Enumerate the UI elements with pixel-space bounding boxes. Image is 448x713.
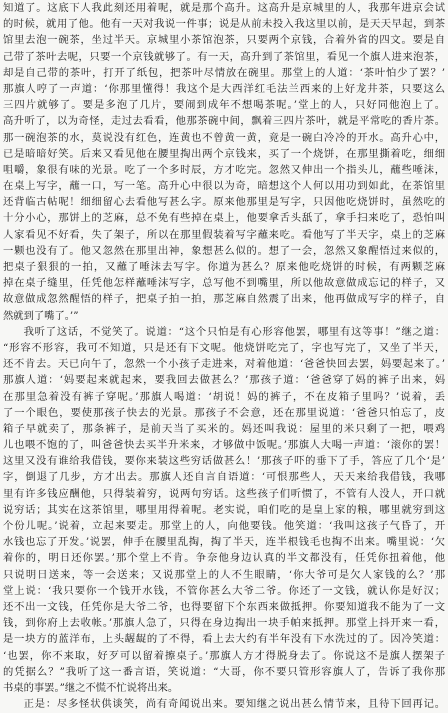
text-line: 堂上说：‘我只要你一个钱开水钱，不管你甚么大爷二爷。你还了一文钱，就认你是好汉； [3, 584, 445, 597]
text-line: 掉在桌子缝里，任凭他怎样蘸唾沫写字，总写他不到嘴里，所以他故意做成忘记的样子，又 [3, 277, 445, 290]
text-line: 十分小心，那饼上的芝麻，总不免有些掉在桌上，他要拿舌头舐了，拿手扫来吃了，恐怕叫 [3, 212, 445, 225]
text-line: 已是暗暗好笑。后来又看见他在腰里掏出两个京钱来，买了一个烧饼，在那里撕着吃，细细 [3, 147, 445, 160]
text-line: 在桌上写字，蘸一口，写一笔。高升心中很以为奇，暗想这个人何以用功到如此，在茶馆里 [3, 180, 445, 193]
text-line: 着你的，明日还你罢。’那个堂上不肯。争奈他身边认真的半文都没有，任凭你扭着他，他 [3, 552, 445, 565]
paragraph-start-line: 我听了这话，不觉笑了。说道：“这个只怕是有心形容他罢，哪里有这等事！”继之道： [23, 325, 445, 338]
paragraph-end-line: 然就到了嘴了。’” [3, 309, 79, 322]
text-line: 故意做成忽然醒悟的样子，把桌子拍一拍，那芝麻自然震了出来，他再做成写字的样子，自 [3, 293, 445, 306]
paragraph-end-line: 书桌的事罢。”继之不慌不忙说将出来。 [3, 681, 179, 694]
text-line: 一颗也没有了。他又忽然在那里出神，象想甚么似的。想了一会，忽然又象醒悟过来似的， [3, 244, 445, 257]
text-line: 馆里去泡一碗茶，坐过半天。京城里小茶馆泡茶，只要两个京钱，合着外省的四文。要是自 [3, 34, 445, 47]
text-line: 个份儿呢。’说着，立起来要走。那堂上的人，向他要钱。他笑道：‘我叫这孩子气昏了，开 [3, 520, 445, 532]
text-line: 箱子早就卖了，那条裤子，是前天当了买米的。妈还叫我说：屋里的米只剩了一把，喂鸡 [3, 422, 445, 435]
closing-couplet-line: 正是：尽多怪状供谈笑，尚有奇闻说出来。要知继之说出甚么情节来，且待下回再记。 [23, 698, 445, 711]
text-line: 的时候，就用了他。他有一天对我说一件事；说是从前未投入我这里以前，是天天早起，到茶 [3, 18, 445, 31]
text-line: 却是自己带的茶叶，打开了纸包，把茶叶尽情放在碗里。那堂上的人道：‘茶叶怕少了罢？’ [3, 66, 445, 79]
text-line: 里有许多钱应酬他，只得装着穷，说两句穷话。这些孩子们听惯了，不管有人没人，开口就 [3, 487, 445, 500]
text-line: 人家看见不好看，失了架子，所以在那里假装着写字蘸来吃。看他写了半天字，桌上的芝麻 [3, 228, 445, 241]
text-line: 己带了茶叶去呢，只要一个京钱就够了。有一天，高升到了茶馆里，看见一个旗人进来泡茶， [3, 50, 445, 63]
text-line: 水钱也忘了开发。’说罢，伸手在腰里乱掏，掏了半天，连半根钱毛也掏不出来。嘴里说：‘欠 [3, 536, 445, 549]
text-line: ‘也罢，你不来取，好歹可以留着擦桌子。’那旗人方才得脱身去了。你说这不是旗人摆架子 [3, 649, 445, 662]
text-line: 了一个眼色，要使那孩子快去的光景。那孩子不会意，还在那里说道：‘爸爸只怕忘了，皮 [3, 406, 445, 419]
text-line: 还不肯去。天已向午了，忽然一个小孩子走进来，对着他道：‘爸爸快回去罢，妈要起来了。’ [3, 358, 445, 371]
text-line: 那旗人哼了一声道：‘你那里懂得！我这个是大西洋红毛法兰西来的上好龙井茶，只要这么 [3, 82, 445, 95]
text-line: 那旗人道：‘妈要起来就起来，要我回去做甚么？’那孩子道：‘爸爸穿了妈的裤子出来，妈 [3, 374, 445, 387]
text-line: 的凭据么？”我听了这一番言语，笑说道：“大哥，你不要只管形容旗人了，告诉了我你那 [3, 665, 445, 678]
text-line: 知道了。这底下人我此刻还用着呢，就是那个高升。这高升是京城里的人，我那年进京会试 [3, 2, 445, 14]
text-line: 儿也喂不饱的了，叫爸爸快去买半升米来，才够做中饭呢。’那旗人大喝一声道：‘滚你的罢！ [3, 439, 445, 452]
text-line: 那一碗泡茶的水，莫说没有红色，连黄也不曾黄一黄，竟是一碗白冷冷的开水。高升心中， [3, 131, 445, 144]
text-line: 只说明日送来，等一会送来；又说那堂上的人不生眼睛，‘你大爷可是欠人家钱的么？’那 [3, 568, 445, 581]
text-line: 还不出一文钱，任凭你是大爷二爷，也得要留下个东西来做抵押。你要知道我不能为了一文 [3, 600, 445, 613]
text-line: 在那里急着没有裤子穿呢。’那旗人喝道：‘胡说！妈的裤子，不在皮箱子里吗？’说着，丢 [3, 390, 445, 403]
text-line: 三四片就够了。要是多泡了几片，要闹到成年不想喝茶呢。’堂上的人，只好同他泡上了。 [3, 99, 445, 112]
text-line: 还背临古帖呢！细细留心去看他写甚么字。原来他那里是写字，只因他吃烧饼时，虽然吃的 [3, 196, 445, 209]
text-line: 把桌子狠狠的一拍，又蘸了唾沫去写字。你道为甚么？原来他吃烧饼的时候，有两颗芝麻 [3, 261, 445, 273]
text-line: 高升听了，以为奇怪，走过去看看，他那茶碗中间，飘着三四片茶叶，就是平常吃的香片茶。 [3, 115, 445, 128]
text-line: 字，倒退了几步，方才出去。那旗人还自言自语道：‘可恨那些人，天天来给我借钱，我哪 [3, 471, 445, 484]
text-line: 钱，到你府上去收帐。’那旗人急了，只得在身边掏出一块手帕来抵押。那堂上抖开来一看， [3, 617, 445, 630]
text-line: 说穷话；其实在这茶馆里，哪里用得着呢。老实说，咱们吃的是皇上家的粮，哪里就穷到这 [3, 503, 445, 516]
text-line: 这里又没有谁给我借钱，要你来装这些穷话做甚么！’那孩子吓的垂下了手，答应了几个‘是’ [3, 455, 445, 468]
text-line: 咀嚼，象很有味的光景。吃了一个多时辰，方才吃完。忽然又伸出一个指头儿，蘸些唾沫， [3, 163, 445, 176]
text-line: “形容不形容，我可不知道，只是还有下文呢。他烧饼吃完了，字也写完了，又坐了半天， [3, 341, 445, 354]
text-line: 是一块方的蓝洋布，上头龌龊的了不得，看上去大约有半年没有下水洗过的了。因冷笑道： [3, 633, 445, 646]
